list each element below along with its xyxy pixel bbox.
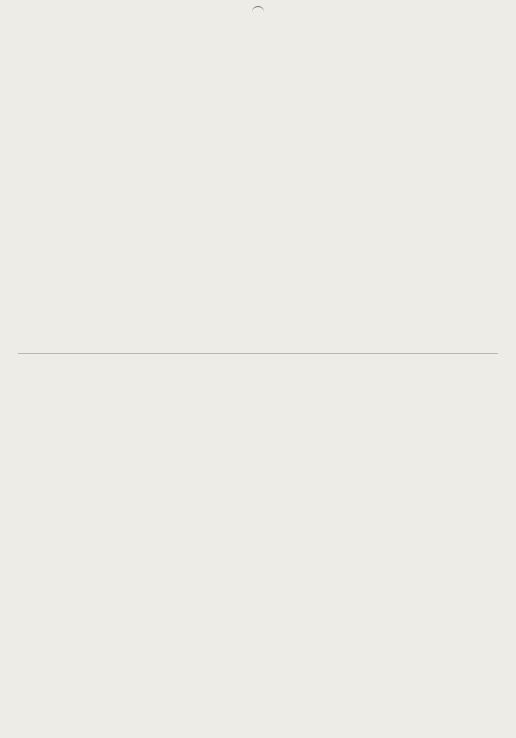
- upper-text-block: [18, 18, 498, 354]
- page-mark: [252, 6, 264, 13]
- section-divider: [18, 353, 498, 354]
- lower-text-block: [18, 360, 498, 696]
